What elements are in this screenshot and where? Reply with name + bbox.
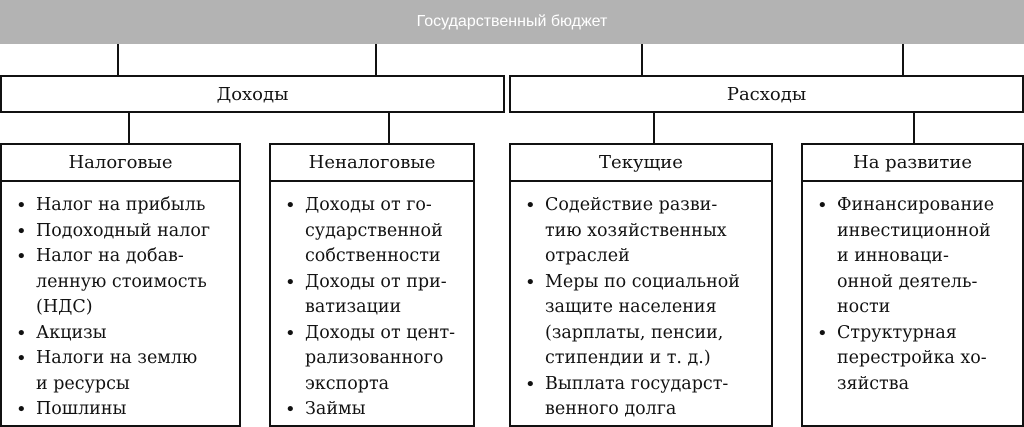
income-label: Доходы [216,83,289,105]
current-expenses-header: Текущие [511,145,771,182]
connector-title-income-right [375,44,377,76]
list-item: • Акцизы [14,321,233,347]
list-item: • Меры по социальной защите населения (зарплаты, пенсии, стипендии и т. д.) [523,270,765,372]
connector-income-tax [128,113,130,144]
list-item: • Выплата государст- венного долга [523,372,765,423]
nontax-income-list [271,182,473,423]
connector-title-income-left [117,44,119,76]
nontax-income-column [269,143,475,427]
budget-title-banner [0,0,1024,44]
current-expenses-column [509,143,773,427]
list-item: • Пошлины [14,397,233,423]
list-item: • Доходы от при- ватизации [283,270,467,321]
list-item: • Налог на добав- ленную стоимость (НДС) [14,244,233,321]
budget-title: Государственный бюджет [416,13,608,30]
income-box [0,75,505,113]
development-expenses-column [801,143,1024,427]
connector-income-nontax [388,113,390,144]
tax-income-column [0,143,241,427]
development-expenses-header: На развитие [803,145,1022,182]
tax-income-header: Налоговые [2,145,239,182]
list-item: • Содействие разви- тию хозяйственных отраслей [523,193,765,270]
expenses-label: Расходы [726,83,807,105]
connector-title-expenses-left [641,44,643,76]
tax-income-list [2,182,239,423]
list-item: • Структурная перестройка хо- зяйства [815,321,1016,398]
list-item: • Подоходный налог [14,219,233,245]
development-expenses-list [803,182,1022,397]
list-item: • Займы [283,397,467,423]
nontax-income-header: Неналоговые [271,145,473,182]
list-item: • Налог на прибыль [14,193,233,219]
list-item: • Доходы от го- сударственной собственности [283,193,467,270]
connector-expenses-current [653,113,655,144]
current-expenses-list [511,182,771,423]
connector-title-expenses-right [902,44,904,76]
list-item: • Финансирование инвестиционной и инноваци- онной деятель- ности [815,193,1016,321]
connector-expenses-development [913,113,915,144]
expenses-box [509,75,1024,113]
list-item: • Доходы от цент- рализованного экспорта [283,321,467,398]
list-item: • Налоги на землю и ресурсы [14,346,233,397]
